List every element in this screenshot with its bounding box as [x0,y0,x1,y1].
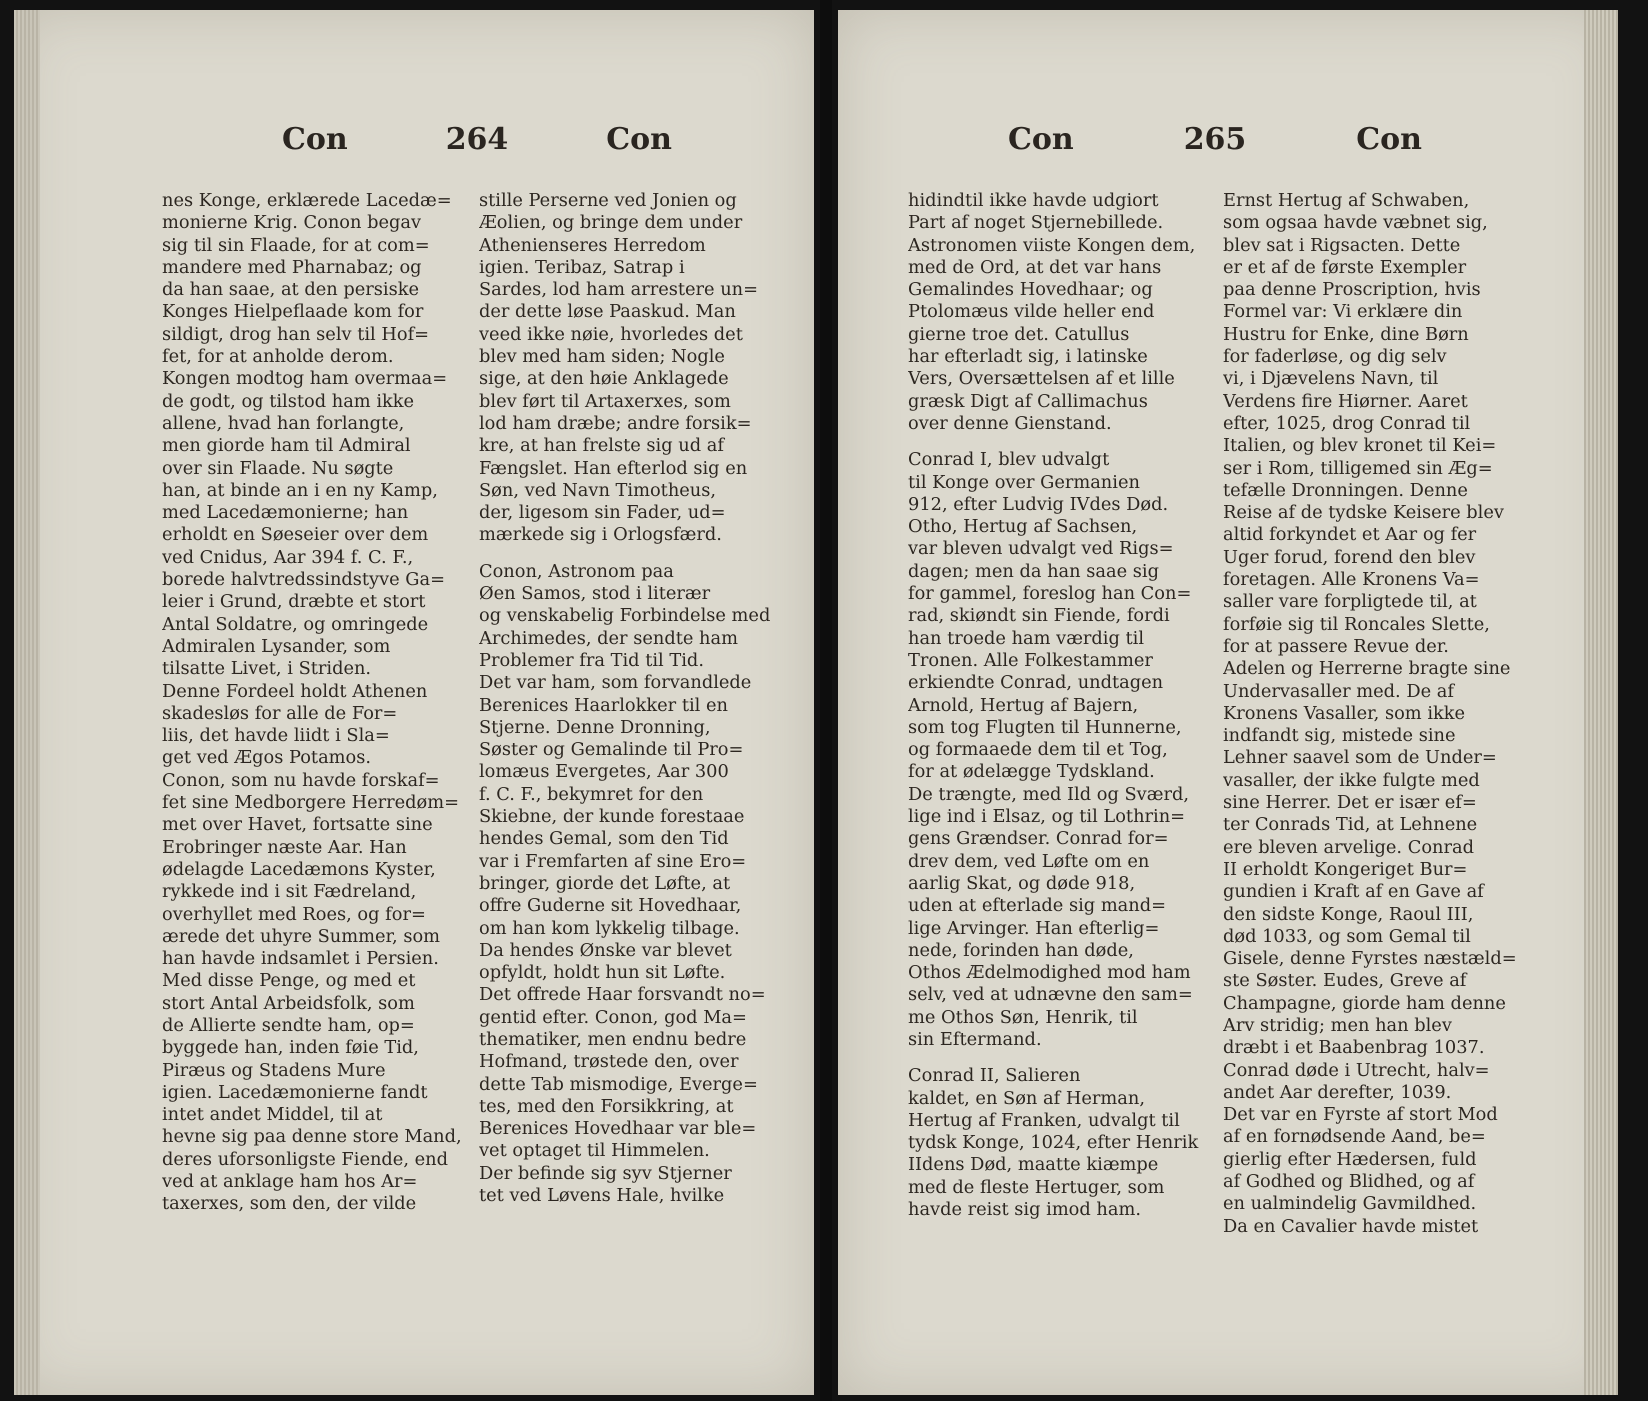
text-line: mærkede sig i Orlogsfærd. [479,524,722,546]
text-line: borede halvtredssindstyve Ga= [162,569,446,591]
text-line: Kongen modtog ham overmaa= [162,368,448,390]
text-line: Hustru for Enke, dine Børn [1223,323,1469,345]
text-line: Otho, Hertug af Sachsen, [908,516,1138,538]
text-column [908,190,1208,1221]
text-line: foretagen. Alle Kronens Va= [1223,569,1480,591]
left-frame [0,0,820,1401]
text-line: af en fornødsende Aand, be= [1223,1126,1486,1148]
text-line: Skiebne, der kunde forestaae [479,806,745,828]
text-line: Conrad I, blev udvalgt [908,449,1110,471]
text-line: Verdens fire Hiørner. Aaret [1223,390,1468,412]
text-line: Piræus og Stadens Mure [162,1059,386,1081]
text-line: Arnold, Hertug af Bajern, [908,694,1139,716]
text-line: han troede ham værdig til [908,627,1145,649]
text-line: og venskabelig Forbindelse med [479,605,771,627]
text-line: ved Cnidus, Aar 394 f. C. F., [162,546,414,568]
text-line: dette Tab mismodige, Everge= [479,1073,758,1095]
text-line: Arv stridig; men han blev [1223,1014,1452,1036]
text-line: altid forkyndet et Aar og fer [1223,524,1477,546]
text-line: Ernst Hertug af Schwaben, [1223,190,1470,211]
text-line: Søster og Gemalinde til Pro= [479,739,744,761]
text-line: har efterladt sig, i latinske [908,346,1148,368]
text-column [162,190,462,1216]
text-line: Vers, Oversættelsen af et lille [908,368,1175,390]
text-line: Lehner saavel som de Under= [1223,747,1497,769]
text-line: Tronen. Alle Folkestammer [908,649,1153,671]
text-line: Archimedes, der sendte ham [479,627,738,649]
text-line: lomæus Evergetes, Aar 300 [479,761,729,783]
text-line: opfyldt, holdt hun sit Løfte. [479,962,726,984]
text-line: gundien i Kraft af en Gave af [1223,881,1484,903]
text-line: vet optaget til Himmelen. [479,1140,710,1162]
text-line: Othos Ædelmodighed mod ham [908,962,1191,984]
text-line: ser i Rom, tilligemed sin Æg= [1223,457,1493,479]
text-line: skadesløs for alle de For= [162,702,398,724]
text-line: IIdens Død, maatte kiæmpe [908,1154,1159,1176]
right-page [838,10,1618,1395]
text-line: ter Conrads Tid, at Lehnene [1223,814,1478,836]
text-line: som ogsaa havde væbnet sig, [1223,212,1488,234]
text-line: Uger forud, forend den blev [1223,546,1476,568]
text-line: ved at anklage ham hos Ar= [162,1171,418,1193]
text-line: byggede han, inden føie Tid, [162,1037,419,1059]
text-line: 912, efter Ludvig IVdes Død. [908,493,1169,515]
text-line: Da en Cavalier havde mistet [1223,1215,1479,1237]
text-line: gierlig efter Hædersen, fuld [1223,1148,1477,1170]
text-line: Fængslet. Han efterlod sig en [479,457,748,479]
text-line: intet andet Middel, til at [162,1104,383,1126]
text-line: ødelagde Lacedæmons Kyster, [162,858,436,880]
text-line: taxerxes, som den, der vilde [162,1193,417,1215]
text-line: Berenices Hovedhaar var ble= [479,1118,757,1140]
text-line: rykkede ind i sit Fædreland, [162,881,417,903]
text-line: igien. Teribaz, Satrap i [479,256,685,278]
left-page [14,10,814,1395]
text-line: hidindtil ikke havde udgiort [908,190,1159,211]
text-line: get ved Ægos Potamos. [162,747,372,769]
text-line: kaldet, en Søn af Herman, [908,1087,1145,1109]
text-line: met over Havet, fortsatte sine [162,814,433,836]
text-line: Champagne, giorde ham denne [1223,992,1506,1014]
text-line: vi, i Djævelens Navn, til [1223,368,1439,390]
page-edge [1584,10,1618,1395]
text-line: nes Konge, erklærede Lacedæ= [162,190,452,211]
running-header [282,122,672,174]
text-line: mandere med Pharnabaz; og [162,256,422,278]
text-line: over denne Gienstand. [908,412,1112,434]
text-line: Italien, og blev kronet til Kei= [1223,435,1497,457]
text-line: blev sat i Rigsacten. Dette [1223,234,1461,256]
text-line: Stjerne. Denne Dronning, [479,716,711,738]
text-line: Med disse Penge, og med et [162,970,416,992]
text-line: sig til sin Flaade, for at com= [162,234,430,256]
text-line: fet sine Medborgere Herredøm= [162,792,460,814]
text-line: ærede det uhyre Summer, som [162,925,441,947]
text-line: Conon, Astronom paa [479,560,674,582]
text-line: ste Søster. Eudes, Greve af [1223,970,1467,992]
text-line: Kronens Vasaller, som ikke [1223,702,1466,724]
text-line: selv, ved at udnævne den sam= [908,984,1193,1006]
text-line: sildigt, drog han selv til Hof= [162,323,430,345]
text-line: tet ved Løvens Hale, hvilke [479,1185,725,1207]
text-line: De trængte, med Ild og Sværd, [908,783,1189,805]
text-line: igien. Lacedæmonierne fandt [162,1081,428,1103]
text-line: leier i Grund, dræbte et stort [162,591,426,613]
text-line: aarlig Skat, og døde 918, [908,872,1136,894]
text-line: over sin Flaade. Nu søgte [162,457,394,479]
text-line: Denne Fordeel holdt Athenen [162,680,428,702]
text-line: stille Perserne ved Jonien og [479,190,737,211]
text-line: Æolien, og bringe dem under [479,212,743,234]
header-right-word: Con [606,122,672,157]
page-number: 264 [445,122,509,157]
text-line: da han saae, at den persiske [162,279,419,301]
text-line: stort Antal Arbeidsfolk, som [162,992,415,1014]
text-line: om han kom lykkelig tilbage. [479,917,740,939]
text-line: fet, for at anholde derom. [162,346,394,368]
text-line: og formaaede dem til et Tog, [908,739,1168,761]
text-line: lige ind i Elsaz, og til Lothrin= [908,806,1186,828]
text-line: Athenienseres Herredom [479,234,706,256]
text-line: rad, skiøndt sin Fiende, fordi [908,605,1170,627]
text-line: Det var en Fyrste af stort Mod [1223,1104,1498,1126]
text-line: for at ødelægge Tydskland. [908,761,1155,783]
text-line: uden at efterlade sig mand= [908,895,1167,917]
text-line: død 1033, og som Gemal til [1223,925,1471,947]
text-line: er et af de første Exempler [1223,256,1467,278]
text-line: tefælle Dronningen. Denne [1223,479,1468,501]
text-line: gentid efter. Conon, god Ma= [479,1006,747,1028]
text-line: var bleven udvalgt ved Rigs= [908,538,1174,560]
text-line: Astronomen viiste Kongen dem, [908,234,1196,256]
text-line: til Konge over Germanien [908,471,1140,493]
text-line: Der befinde sig syv Stjerner [479,1162,732,1184]
text-line: Problemer fra Tid til Tid. [479,649,704,671]
text-line: drev dem, ved Løfte om en [908,850,1150,872]
text-line: saller vare forpligtede til, at [1223,591,1477,613]
text-line: efter, 1025, drog Conrad til [1223,412,1471,434]
text-line: II erholdt Kongeriget Bur= [1223,858,1468,880]
text-line: med de fleste Hertuger, som [908,1176,1165,1198]
text-line: Sardes, lod ham arrestere un= [479,279,759,301]
text-line: Gemalindes Hovedhaar; og [908,279,1153,301]
paragraph-gap [479,547,779,561]
text-line: blev ført til Artaxerxes, som [479,390,731,412]
text-line: for at passere Revue der. [1223,635,1449,657]
text-line: f. C. F., bekymret for den [479,783,704,805]
text-line: veed ikke nøie, hvorledes det [479,323,743,345]
text-line: græsk Digt af Callimachus [908,390,1148,412]
text-line: allene, hvad han forlangte, [162,412,405,434]
text-line: indfandt sig, mistede sine [1223,725,1456,747]
text-line: thematiker, men endnu bedre [479,1028,747,1050]
right-frame [832,0,1648,1401]
text-line: blev med ham siden; Nogle [479,346,725,368]
text-line: Det var ham, som forvandlede [479,672,752,694]
page-number: 265 [1183,122,1247,157]
text-line: lige Arvinger. Han efterlig= [908,917,1160,939]
text-line: Øen Samos, stod i literær [479,583,711,605]
text-column [1223,190,1523,1238]
header-left-word: Con [282,122,348,157]
text-line: Erobringer næste Aar. Han [162,836,407,858]
text-line: med de Ord, at det var hans [908,256,1162,278]
text-line: men giorde ham til Admiral [162,435,411,457]
text-line: Formel var: Vi erklære din [1223,301,1463,323]
text-line: af Godhed og Blidhed, og af [1223,1171,1475,1193]
text-line: der, ligesom sin Fader, ud= [479,502,726,524]
text-line: Undervasaller med. De af [1223,680,1454,702]
text-line: som tog Flugten til Hunnerne, [908,716,1182,738]
text-line: gierne troe det. Catullus [908,323,1130,345]
text-line: de godt, og tilstod ham ikke [162,390,415,412]
text-line: Hertug af Franken, udvalgt til [908,1109,1180,1131]
text-line: for faderløse, og dig selv [1223,346,1447,368]
text-line: tilsatte Livet, i Striden. [162,658,372,680]
text-line: gens Grændser. Conrad for= [908,828,1169,850]
text-line: for gammel, foreslog han Con= [908,583,1192,605]
paragraph-gap [908,435,1208,449]
text-line: hendes Gemal, som den Tid [479,828,729,850]
text-line: med Lacedæmonierne; han [162,502,409,524]
text-line: den sidste Konge, Raoul III, [1223,903,1474,925]
text-line: deres uforsonligste Fiende, end [162,1148,448,1170]
text-line: Conrad II, Salieren [908,1065,1081,1087]
text-line: Adelen og Herrerne bragte sine [1223,658,1511,680]
text-line: dagen; men da han saae sig [908,560,1159,582]
header-right-word: Con [1356,122,1422,157]
text-line: sige, at den høie Anklagede [479,368,729,390]
text-line: hevne sig paa denne store Mand, [162,1126,462,1148]
text-line: Da hendes Ønske var blevet [479,939,732,961]
text-line: en ualmindelig Gavmildhed. [1223,1193,1477,1215]
text-line: Conrad døde i Utrecht, halv= [1223,1059,1490,1081]
text-column [479,190,779,1207]
text-line: vasaller, der ikke fulgte med [1223,769,1480,791]
text-line: Det offrede Haar forsvandt no= [479,984,766,1006]
text-line: han, at binde an i en ny Kamp, [162,479,438,501]
text-line: tes, med den Forsikkring, at [479,1095,734,1117]
text-line: ere bleven arvelige. Conrad [1223,836,1474,858]
text-line: offre Guderne sit Hovedhaar, [479,895,742,917]
text-line: der dette løse Paaskud. Man [479,301,736,323]
running-header [1008,122,1422,174]
text-line: nede, forinden han døde, [908,939,1134,961]
text-line: sine Herrer. Det er især ef= [1223,792,1477,814]
text-line: andet Aar derefter, 1039. [1223,1081,1452,1103]
text-line: Conon, som nu havde forskaf= [162,769,440,791]
text-line: sin Eftermand. [908,1028,1042,1050]
text-line: Part af noget Stjernebillede. [908,212,1164,234]
text-line: dræbt i et Baabenbrag 1037. [1223,1037,1485,1059]
text-line: Admiralen Lysander, som [162,635,391,657]
text-line: monierne Krig. Conon begav [162,212,422,234]
text-line: paa denne Proscription, hvis [1223,279,1481,301]
text-line: liis, det havde liidt i Sla= [162,725,390,747]
page-edge [14,10,40,1395]
text-line: Hofmand, trøstede den, over [479,1051,739,1073]
text-line: kre, at han frelste sig ud af [479,435,724,457]
text-line: bringer, giorde det Løfte, at [479,872,731,894]
text-line: Antal Soldatre, og omringede [162,613,429,635]
text-line: de Allierte sendte ham, op= [162,1014,415,1036]
paragraph-gap [908,1051,1208,1065]
text-line: lod ham dræbe; andre forsik= [479,412,752,434]
text-line: Søn, ved Navn Timotheus, [479,479,717,501]
text-line: Gisele, denne Fyrstes næstæld= [1223,948,1517,970]
text-line: erholdt en Søeseier over dem [162,524,429,546]
text-line: Konges Hielpeflaade kom for [162,301,424,323]
text-line: havde reist sig imod ham. [908,1199,1141,1221]
text-line: tydsk Konge, 1024, efter Henrik [908,1132,1199,1154]
text-line: han havde indsamlet i Persien. [162,948,439,970]
text-line: var i Fremfarten af sine Ero= [479,850,747,872]
text-line: Berenices Haarlokker til en [479,694,728,716]
text-line: Reise af de tydske Keisere blev [1223,502,1504,524]
text-line: Ptolomæus vilde heller end [908,301,1155,323]
text-line: forføie sig til Roncales Slette, [1223,613,1490,635]
text-line: erkiendte Conrad, undtagen [908,672,1164,694]
text-line: me Othos Søn, Henrik, til [908,1006,1138,1028]
text-line: overhyllet med Roes, og for= [162,903,426,925]
header-left-word: Con [1008,122,1074,157]
